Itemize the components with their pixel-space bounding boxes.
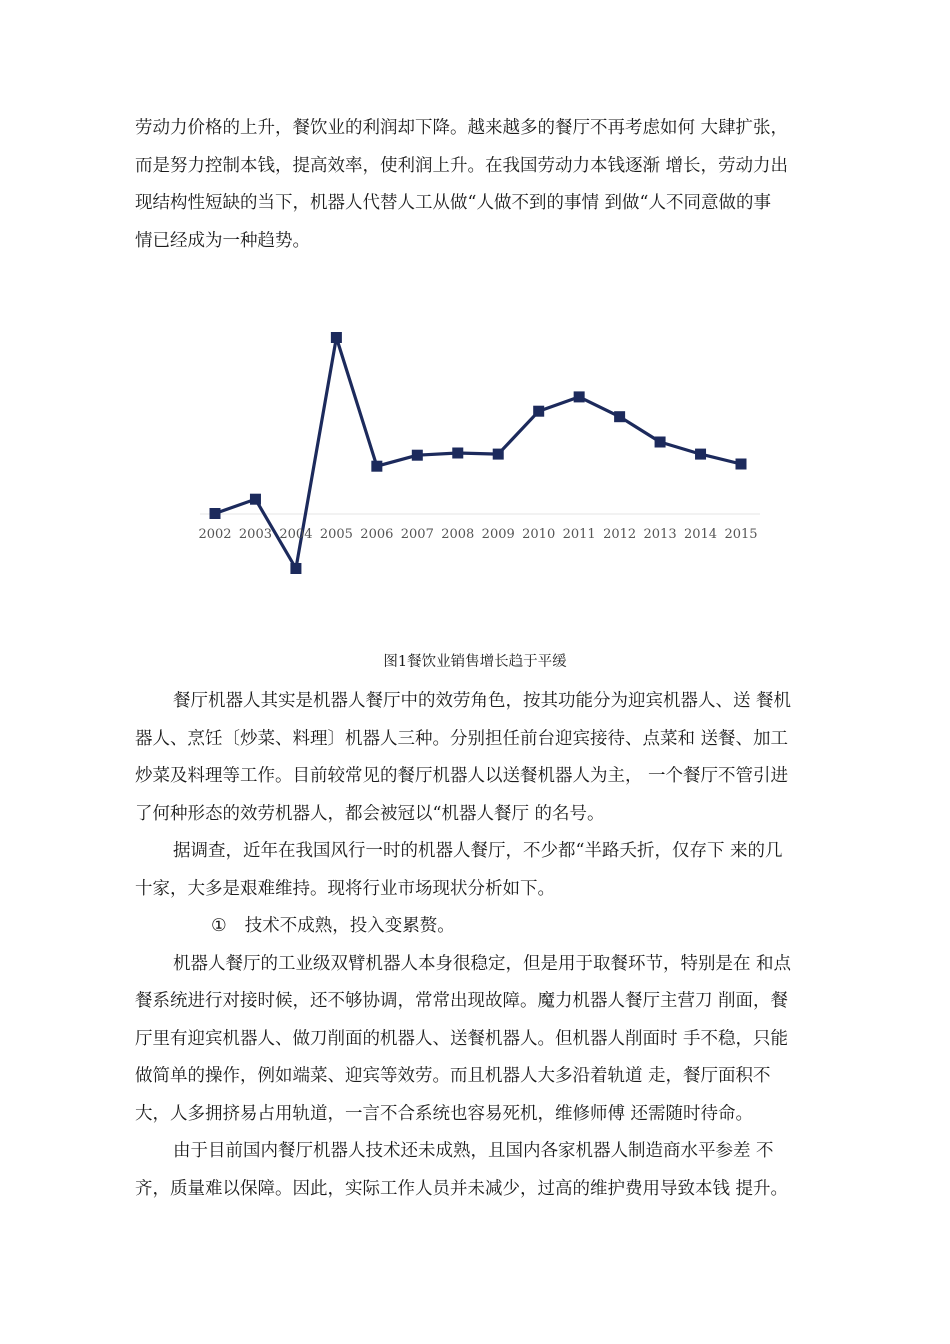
x-tick-label: 2015 [724,527,758,542]
paragraph-line: 大，人多拥挤易占用轨道，一言不合系统也容易死机，维修师傅 还需随时待命。 [135,1103,754,1124]
paragraph-line: 做简单的操作，例如端菜、迎宾等效劳。而且机器人大多沿着轨道 走，餐厅面积不 [135,1066,771,1086]
x-tick-label: 2006 [360,527,394,542]
figure-caption: 图1餐饮业销售增长趋于平缓 [383,654,567,670]
data-point [412,450,423,461]
paragraph-line: 机器人餐厅的工业级双臂机器人本身很稳定，但是用于取餐环节，特别是在 和点 [173,953,792,974]
x-tick-label: 2013 [643,527,677,542]
text-line: 现结构性短缺的当下，机器人代替人工从做“人做不到的事情 到做“人不同意做的事 [135,193,771,213]
x-tick-label: 2002 [198,527,232,542]
sales-growth-chart [195,318,765,598]
data-point [250,494,261,505]
x-tick-label: 2004 [279,527,313,542]
data-point [452,448,463,459]
x-tick-label: 2007 [400,527,434,542]
x-tick-label: 2009 [481,527,515,542]
paragraph-line: 十家，大多是艰难维持。现将行业市场现状分析如下。 [135,878,555,899]
data-point [574,391,585,402]
text-line: 情已经成为一种趋势。 [135,230,310,251]
paragraph-line: 厅里有迎宾机器人、做刀削面的机器人、送餐机器人。但机器人削面时 手不稳，只能 [135,1028,789,1049]
paragraph-line: 炒菜及料理等工作。目前较常见的餐厅机器人以送餐机器人为主， 一个餐厅不管引进 [135,766,789,786]
data-point [736,459,747,470]
enum-text: 技术不成熟，投入变累赘。 [244,916,455,936]
text-line: 而是努力控制本钱，提高效率，使利润上升。在我国劳动力本钱逐渐 增长，劳动力出 [135,155,789,176]
x-tick-label: 2014 [683,527,718,542]
intro-paragraph [135,110,825,260]
paragraph-line: 由于目前国内餐厅机器人技术还未成熟，且国内各家机器人制造商水平参差 不 [173,1141,774,1161]
paragraph-line: 了何种形态的效劳机器人，都会被冠以“机器人餐厅 的名号。 [135,803,605,824]
x-tick-label: 2010 [522,527,556,542]
enumerated-heading [135,908,825,946]
data-point [331,332,342,343]
paragraph-line: 齐，质量难以保障。因此，实际工作人员并未减少，过高的维护费用导致本钱 提升。 [135,1178,789,1199]
data-point [210,508,221,519]
enum-label: ① [211,916,227,936]
paragraph-line: 器人、烹饪〔炒菜、料理〕机器人三种。分别担任前台迎宾接待、点菜和 送餐、加工 [135,728,789,749]
x-tick-label: 2005 [319,527,353,542]
data-point [695,449,706,460]
x-tick-label: 2012 [603,527,637,542]
data-point [290,563,301,574]
paragraph-line: 据调查，近年在我国风行一时的机器人餐厅，不少都“半路夭折，仅存下 来的几 [173,841,783,861]
paragraph-line: 餐系统进行对接时候，还不够协调，常常出现故障。魔力机器人餐厅主营刀 削面，餐 [135,991,789,1011]
paragraph-line: 餐厅机器人其实是机器人餐厅中的效劳角色，按其功能分为迎宾机器人、送 餐机 [173,691,792,711]
data-point [533,406,544,417]
text-line: 劳动力价格的上升，餐饮业的利润却下降。越来越多的餐厅不再考虑如何 大肆扩张， [135,118,789,138]
x-tick-label: 2008 [441,527,475,542]
line-chart [195,318,765,598]
body-text [135,683,825,1208]
data-point [371,461,382,472]
data-point [655,437,666,448]
data-point [614,411,625,422]
x-tick-label: 2011 [562,527,596,542]
data-point [493,449,504,460]
x-tick-label: 2003 [238,527,273,542]
